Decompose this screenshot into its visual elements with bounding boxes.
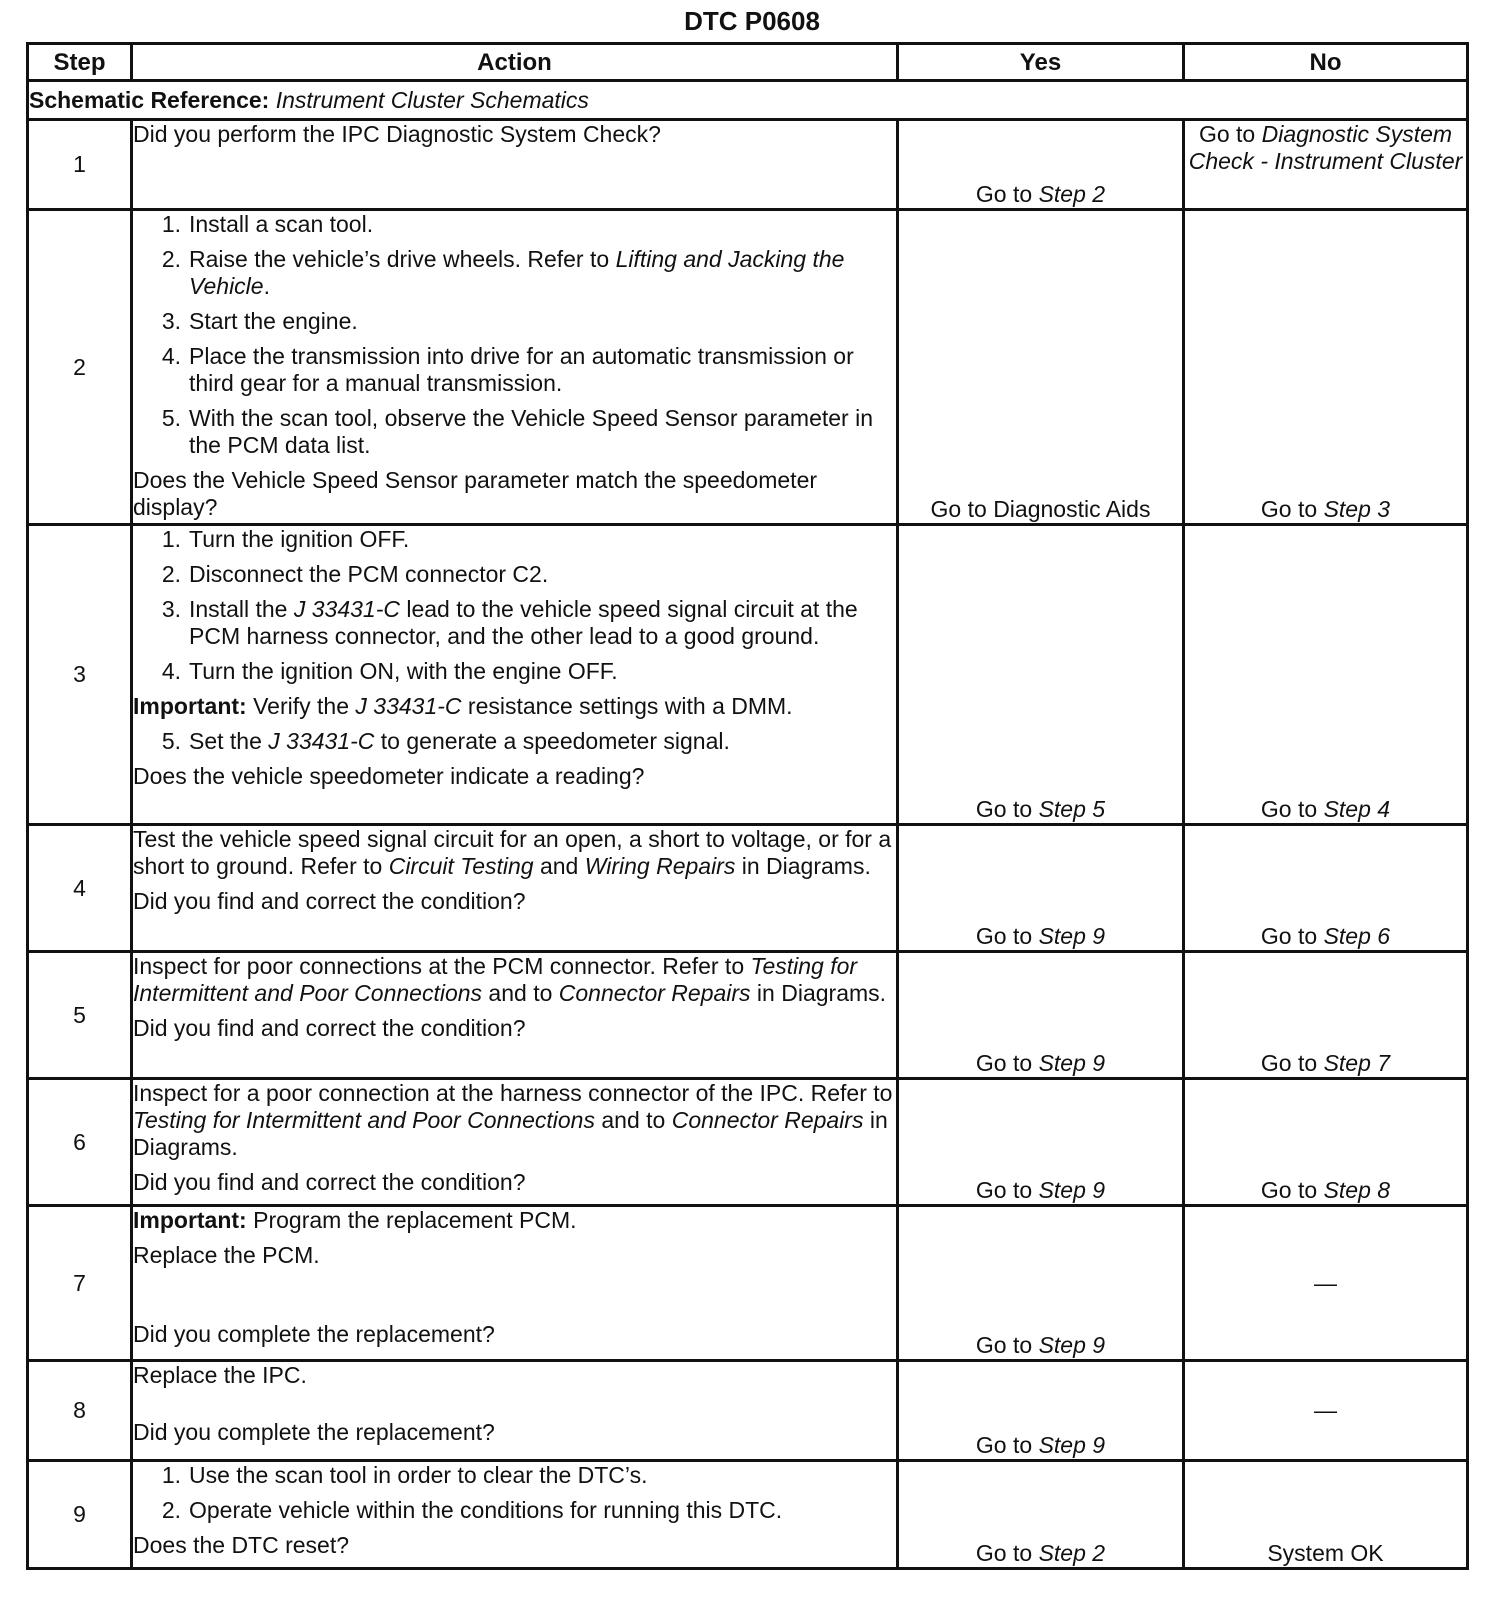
important-note: Important: Program the replacement PCM. (133, 1207, 577, 1233)
action-cell (132, 1361, 898, 1461)
yes-prefix: Go to (975, 796, 1039, 822)
yes-cell (898, 1206, 1184, 1361)
no-prefix: Go to (1260, 796, 1324, 822)
header-no: No (1184, 44, 1468, 81)
yes-prefix: Go to (975, 1177, 1039, 1203)
list-item: 4. Turn the ignition ON, with the engine OFF. (161, 658, 618, 684)
yes-cell (898, 1361, 1184, 1461)
action-question: Does the DTC reset? (133, 1532, 350, 1558)
list-item: 5. With the scan tool, observe the Vehicle Speed Sensor parameter in the PCM data list. (161, 405, 874, 458)
yes-link[interactable]: Step 2 (1038, 181, 1106, 207)
reference-link[interactable]: Wiring Repairs (584, 853, 736, 879)
yes-prefix: Go to (975, 1332, 1039, 1358)
sub-step-list (133, 728, 896, 755)
no-cell: — (1184, 1361, 1468, 1461)
yes-prefix: Go to (975, 181, 1039, 207)
no-prefix: Go to (1260, 1050, 1324, 1076)
table-row (28, 952, 1468, 1079)
no-link[interactable]: Step 7 (1323, 1050, 1391, 1076)
sub-step-list (133, 211, 896, 459)
list-item: 3. Install the J 33431-C lead to the vehicle speed signal circuit at the PCM harness connector, and the other lead to a good ground. (161, 596, 858, 649)
tool-name: J 33431-C (268, 728, 375, 754)
table-row (28, 120, 1468, 210)
action-question: Did you perform the IPC Diagnostic System Check? (133, 121, 661, 147)
action-cell (132, 952, 898, 1079)
step-number: 7 (28, 1206, 132, 1361)
list-item: 2. Operate vehicle within the conditions for running this DTC. (161, 1497, 783, 1523)
schematic-row (28, 81, 1468, 120)
no-prefix: Go to (1260, 923, 1324, 949)
action-cell (132, 1079, 898, 1206)
table-row (28, 1079, 1468, 1206)
action-body: Test the vehicle speed signal circuit for an open, a short to voltage, or for a short to ground. Refer to Circuit Testing and Wiring Repairs in Diagrams. (133, 826, 892, 879)
no-cell: — (1184, 1206, 1468, 1361)
diagnostic-table (26, 42, 1469, 1570)
step-number: 5 (28, 952, 132, 1079)
action-body: Replace the IPC. (133, 1362, 307, 1388)
action-question: Did you complete the replacement? (133, 1419, 495, 1445)
action-question: Does the vehicle speedometer indicate a reading? (133, 763, 645, 789)
action-cell (132, 525, 898, 825)
list-item: 1. Install a scan tool. (161, 211, 374, 237)
schematic-label: Schematic Reference: (29, 86, 270, 113)
action-cell (132, 1206, 898, 1361)
no-cell (1184, 210, 1468, 525)
no-cell (1184, 952, 1468, 1079)
action-question: Did you find and correct the condition? (133, 888, 526, 914)
step-number: 9 (28, 1461, 132, 1569)
header-step: Step (28, 44, 132, 81)
no-link[interactable]: Step 6 (1323, 923, 1391, 949)
action-question: Did you find and correct the condition? (133, 1169, 526, 1195)
table-row (28, 525, 1468, 825)
no-link[interactable]: Step 8 (1323, 1177, 1391, 1203)
reference-link[interactable]: Circuit Testing (388, 853, 534, 879)
important-note: Important: Verify the J 33431-C resistance settings with a DMM. (133, 693, 793, 719)
yes-cell (898, 1461, 1184, 1569)
yes-link[interactable]: Step 9 (1038, 923, 1106, 949)
table-row (28, 1461, 1468, 1569)
action-question: Does the Vehicle Speed Sensor parameter match the speedometer display? (133, 467, 818, 520)
header-action: Action (132, 44, 898, 81)
list-item: 1. Turn the ignition OFF. (161, 526, 410, 552)
action-body: Replace the PCM. (133, 1242, 320, 1268)
action-question: Did you find and correct the condition? (133, 1015, 526, 1041)
table-row (28, 1361, 1468, 1461)
page-title: DTC P0608 (684, 6, 820, 36)
no-cell (1184, 1079, 1468, 1206)
action-cell (132, 120, 898, 210)
header-yes: Yes (898, 44, 1184, 81)
no-link[interactable]: Step 4 (1323, 796, 1391, 822)
tool-name: J 33431-C (293, 596, 400, 622)
action-cell (132, 1461, 898, 1569)
reference-link[interactable]: Lifting and Jacking the Vehicle (189, 246, 845, 299)
reference-link[interactable]: Connector Repairs (558, 980, 751, 1006)
table-row (28, 1206, 1468, 1361)
reference-link[interactable]: Testing for Intermittent and Poor Connections (133, 1107, 595, 1133)
yes-prefix: Go to (975, 923, 1039, 949)
action-body: Inspect for poor connections at the PCM connector. Refer to Testing for Intermittent and Poor Connections and to Connector Repairs in Diagrams. (133, 953, 887, 1006)
no-link[interactable]: Diagnostic System Check - Instrument Cluster (1188, 121, 1463, 174)
no-prefix: Go to (1260, 496, 1324, 522)
reference-link[interactable]: Testing for Intermittent and Poor Connections (133, 953, 858, 1006)
step-number: 2 (28, 210, 132, 525)
sub-step-list (133, 1462, 896, 1524)
list-item: 1. Use the scan tool in order to clear the DTC’s. (161, 1462, 648, 1488)
step-number: 6 (28, 1079, 132, 1206)
yes-prefix: Go to (975, 1432, 1039, 1458)
reference-link[interactable]: Connector Repairs (671, 1107, 864, 1133)
no-link[interactable]: Step 3 (1323, 496, 1391, 522)
no-cell: System OK (1184, 1461, 1468, 1569)
list-item: 3. Start the engine. (161, 308, 358, 334)
action-question: Did you complete the replacement? (133, 1321, 495, 1347)
yes-link[interactable]: Step 2 (1038, 1540, 1106, 1566)
tool-name: J 33431-C (355, 693, 462, 719)
yes-cell[interactable]: Go to Diagnostic Aids (898, 210, 1184, 525)
yes-link[interactable]: Step 9 (1038, 1177, 1106, 1203)
list-item: 2. Raise the vehicle’s drive wheels. Refer to Lifting and Jacking the Vehicle. (161, 246, 845, 299)
step-number: 1 (28, 120, 132, 210)
no-cell (1184, 120, 1468, 210)
yes-cell (898, 952, 1184, 1079)
schematic-reference (28, 81, 1468, 120)
step-number: 8 (28, 1361, 132, 1461)
action-cell (132, 825, 898, 952)
no-cell (1184, 525, 1468, 825)
table-row (28, 210, 1468, 525)
yes-cell (898, 1079, 1184, 1206)
yes-link[interactable]: Step 9 (1038, 1432, 1106, 1458)
yes-cell (898, 825, 1184, 952)
step-number: 4 (28, 825, 132, 952)
yes-link[interactable]: Step 9 (1038, 1050, 1106, 1076)
sub-step-list (133, 526, 896, 685)
no-prefix: Go to (1260, 1177, 1324, 1203)
no-cell (1184, 825, 1468, 952)
header-row (28, 44, 1468, 81)
yes-cell (898, 120, 1184, 210)
action-body: Inspect for a poor connection at the harness connector of the IPC. Refer to Testing for Intermittent and Poor Connections and to Connector Repairs in Diagrams. (133, 1080, 893, 1160)
list-item: 5. Set the J 33431-C to generate a speedometer signal. (161, 728, 730, 754)
no-prefix: Go to (1198, 121, 1262, 147)
yes-link[interactable]: Step 9 (1038, 1332, 1106, 1358)
action-cell (132, 210, 898, 525)
yes-link[interactable]: Step 5 (1038, 796, 1106, 822)
schematic-link[interactable]: Instrument Cluster Schematics (275, 86, 589, 113)
yes-prefix: Go to (975, 1540, 1039, 1566)
yes-cell (898, 525, 1184, 825)
list-item: 4. Place the transmission into drive for an automatic transmission or third gear for a manual transmission. (161, 343, 854, 396)
yes-prefix: Go to (975, 1050, 1039, 1076)
table-row (28, 825, 1468, 952)
list-item: 2. Disconnect the PCM connector C2. (161, 561, 549, 587)
step-number: 3 (28, 525, 132, 825)
